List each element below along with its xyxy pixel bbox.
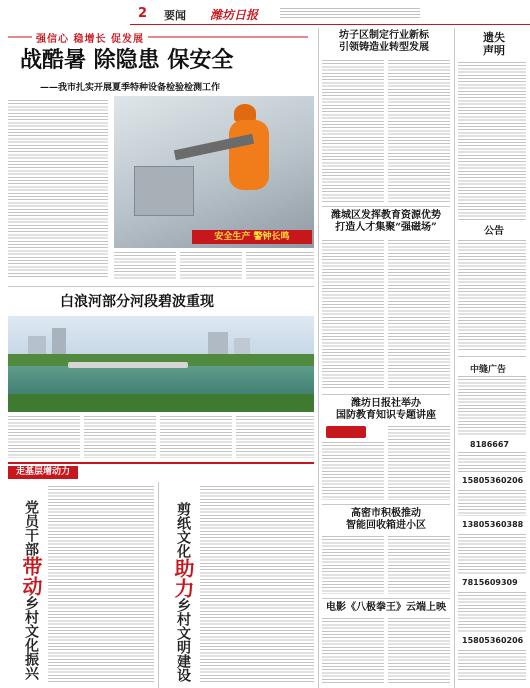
- page-number: 2: [138, 6, 148, 21]
- right5-body-b: [388, 618, 450, 684]
- right4-body-a: [322, 536, 384, 594]
- right3-title: 潍坊日报社举办 国防教育知识专题讲座: [336, 398, 436, 421]
- top-banner: 强信心 稳增长 促发展: [8, 30, 308, 44]
- ad-body-5: [458, 592, 526, 632]
- sidebar-notice-title: 公告: [484, 226, 504, 237]
- sidebar-notices-2: [458, 240, 526, 350]
- lead-subtitle: ——我市扎实开展夏季特种设备检验检测工作: [40, 83, 221, 93]
- right1-body-a: [322, 60, 384, 202]
- ad-title: 中缝广告: [470, 365, 507, 375]
- sidebar-title: 遗失 声明: [483, 31, 505, 57]
- lead-photo: [114, 96, 314, 248]
- ad-phone-2: 15805360206: [462, 476, 524, 485]
- vertical2-title: 剪纸文化助力乡村文明建设: [171, 502, 195, 682]
- ad-phone-1: 8186667: [470, 440, 509, 449]
- ad-phone-5: 15805360206: [462, 636, 524, 645]
- ad-phone-4: 7815609309: [462, 578, 518, 587]
- column-tag: 走基层增动力: [8, 462, 314, 478]
- river-body-a: [8, 416, 80, 458]
- right1-body-b: [388, 60, 450, 202]
- ad-body-2: [458, 452, 526, 472]
- ad-body-4: [458, 534, 526, 574]
- lead-body-col2: [114, 252, 176, 280]
- lead-title: 战酷暑 除隐患 保安全: [20, 47, 234, 73]
- vertical1-body: [48, 486, 154, 682]
- lead-body-col4: [246, 252, 314, 280]
- right1-title: 坊子区制定行业新标 引领铸造业转型发展: [339, 30, 429, 53]
- masthead: [130, 4, 430, 26]
- lead-body-col3: [180, 252, 242, 280]
- river-body-b: [84, 416, 156, 458]
- river-body-c: [160, 416, 232, 458]
- paper-name: 潍坊日报: [210, 8, 259, 22]
- right5-body-a: [322, 618, 384, 684]
- right4-body-b: [388, 536, 450, 594]
- river-body-d: [236, 416, 314, 458]
- photo-caption-banner: 安全生产 警钟长鸣: [192, 230, 312, 244]
- section-name: 要闻: [164, 9, 186, 22]
- ad-body-6: [458, 650, 526, 680]
- date-line-placeholder: [280, 8, 420, 18]
- vertical2-body: [200, 486, 314, 682]
- lead-body-col1: [8, 100, 108, 278]
- ad-body-1: [458, 376, 526, 436]
- vertical1-title: 党员干部带动乡村文化振兴: [19, 500, 43, 680]
- right2-body-a: [322, 240, 384, 390]
- right3-body-b: [388, 426, 450, 500]
- ad-body-3: [458, 490, 526, 516]
- right3-body-a: [322, 442, 384, 500]
- ad-phone-3: 13805360388: [462, 520, 524, 529]
- sidebar-notices: [458, 62, 526, 222]
- right3-logo: [326, 426, 366, 438]
- right5-title: 电影《八极拳王》云端上映: [326, 602, 446, 613]
- right2-title: 潍城区发挥教育资源优势 打造人才集聚“强磁场”: [331, 210, 441, 233]
- right2-body-b: [388, 240, 450, 390]
- river-title: 白浪河部分河段碧波重现: [60, 294, 214, 310]
- right4-title: 高密市积极推动 智能回收箱进小区: [346, 508, 426, 531]
- river-photo: [8, 316, 314, 412]
